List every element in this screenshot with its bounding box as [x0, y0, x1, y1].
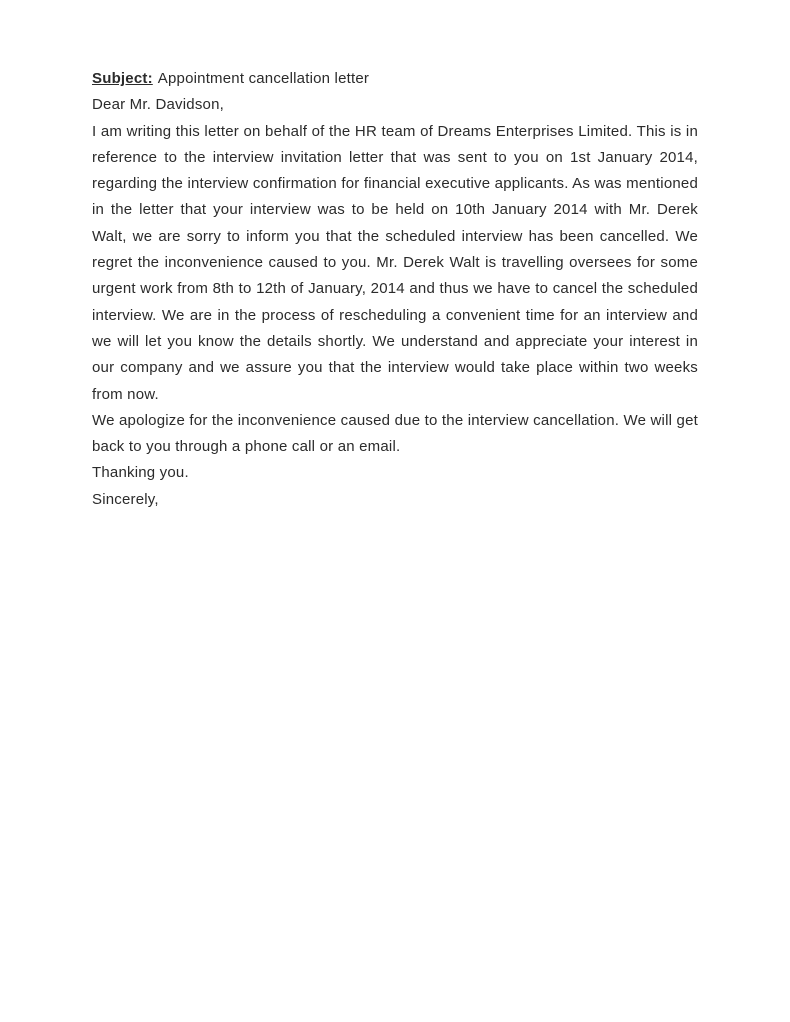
subject-text: Appointment cancellation letter: [157, 70, 370, 87]
thanking-line: Thanking you.: [92, 464, 189, 482]
body-paragraph-2: We apologize for the inconvenience caused due to the interview cancellation. We will get back to you through a phone call or an email.: [92, 411, 698, 456]
letter-content: [92, 66, 698, 513]
subject-line: [92, 66, 698, 92]
body-paragraph-1: I am writing this letter on behalf of the HR team of Dreams Enterprises Limited. This is in reference to the interview invitation letter that was sent to you on 1st January 2014, regarding the interview confirmation for financial executive applicants. As was mentioned in the letter that your interview was to be held on 10th January 2014 with Mr. Derek Walt, we are sorry to inform you that the scheduled interview has been cancelled. We regret the inconvenience caused to you. Mr. Derek Walt is travelling oversees for some urgent work from 8th to 12th of January, 2014 and thus we have to cancel the scheduled interview. We are in the process of rescheduling a convenient time for an interview and we will let you know the details shortly. We understand and appreciate your interest in our company and we assure you that the interview would take place within two weeks from now.: [92, 122, 698, 403]
closing-line: Sincerely,: [92, 490, 159, 508]
subject-label: Subject:: [92, 70, 153, 87]
salutation-line: Dear Mr. Davidson,: [92, 96, 224, 114]
